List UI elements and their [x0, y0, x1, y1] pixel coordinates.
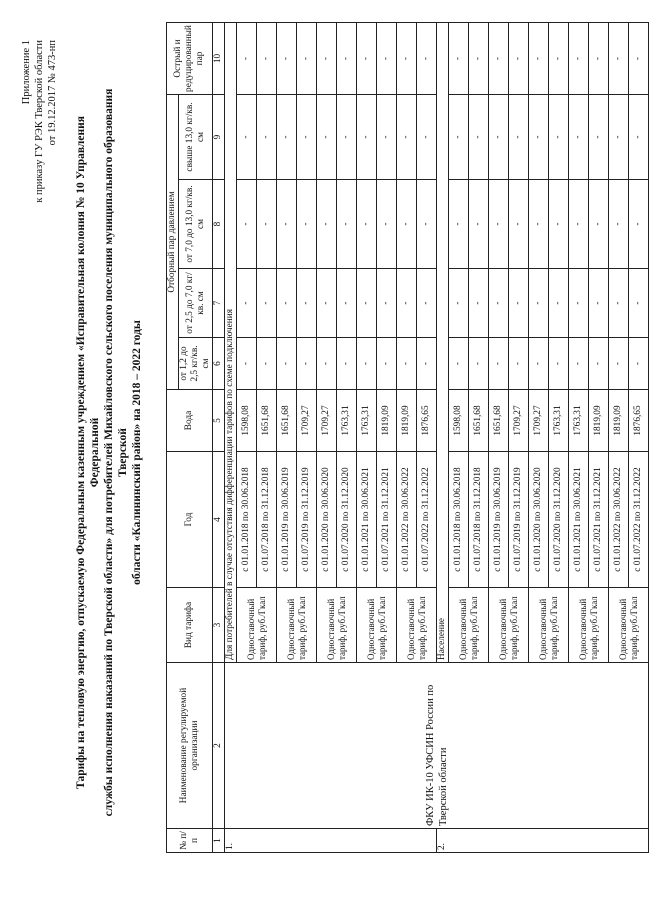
dash-cell: - [569, 23, 589, 95]
dash-cell: - [377, 23, 397, 95]
tariff-type: Одноставочный тариф, руб./Гкал [449, 588, 489, 663]
water-tariff-cell: 1709,27 [297, 390, 317, 452]
water-tariff-cell: 1598,08 [237, 390, 257, 452]
tariff-table [166, 22, 649, 853]
dash-cell: - [337, 338, 357, 390]
dash-cell: - [257, 95, 277, 180]
tariff-type: Одноставочный тариф, руб./Гкал [317, 588, 357, 663]
document-title [74, 80, 144, 825]
period-cell: с 01.07.2020 по 31.12.2020 [337, 452, 357, 588]
period-cell: с 01.07.2022 по 31.12.2022 [629, 452, 649, 588]
dash-cell: - [569, 180, 589, 269]
section-title: Население [437, 23, 449, 663]
dash-cell: - [237, 23, 257, 95]
dash-cell: - [589, 23, 609, 95]
tariff-type: Одноставочный тариф, руб./Гкал [237, 588, 277, 663]
period-cell: с 01.01.2018 по 30.06.2018 [449, 452, 469, 588]
dash-cell: - [589, 269, 609, 338]
water-tariff-cell: 1598,08 [449, 390, 469, 452]
period-cell: с 01.01.2019 по 30.06.2019 [489, 452, 509, 588]
dash-cell: - [469, 23, 489, 95]
header-otbor: Отборный пар давлением [167, 95, 179, 390]
column-number-cell: 6 [213, 338, 225, 390]
column-number-cell: 8 [213, 180, 225, 269]
period-cell: с 01.07.2019 по 31.12.2019 [509, 452, 529, 588]
dash-cell: - [297, 338, 317, 390]
dash-cell: - [397, 180, 417, 269]
column-number-cell: 2 [213, 663, 225, 829]
appendix-line-1: Приложение 1 [21, 40, 32, 105]
water-tariff-cell: 1709,27 [529, 390, 549, 452]
dash-cell: - [629, 338, 649, 390]
water-tariff-cell: 1819,09 [589, 390, 609, 452]
dash-cell: - [489, 23, 509, 95]
tariff-type: Одноставочный тариф, руб./Гкал [397, 588, 437, 663]
dash-cell: - [397, 95, 417, 180]
column-number-row [213, 23, 225, 853]
water-tariff-cell: 1651,68 [489, 390, 509, 452]
title-line-1: Тарифы на тепловую энергию, отпускаемую Федеральным казенным учреждением «Исправительная колония № 10 Управления Федеральной [75, 116, 101, 789]
water-tariff-cell: 1651,68 [469, 390, 489, 452]
dash-cell: - [377, 338, 397, 390]
column-number-cell: 10 [213, 23, 225, 95]
column-number-cell: 3 [213, 588, 225, 663]
dash-cell: - [609, 95, 629, 180]
dash-cell: - [337, 269, 357, 338]
column-number-cell: 7 [213, 269, 225, 338]
header-ostry: Острый и редуцированный пар [167, 23, 213, 95]
header-voda: Вода [167, 390, 213, 452]
water-tariff-cell: 1763,31 [337, 390, 357, 452]
dash-cell: - [237, 269, 257, 338]
dash-cell: - [529, 338, 549, 390]
dash-cell: - [529, 23, 549, 95]
period-cell: с 01.07.2018 по 31.12.2018 [257, 452, 277, 588]
header-org: Наименование регулируемой организации [167, 663, 213, 829]
title-line-3: области «Калининский район» на 2018 – 2022 годы [131, 320, 143, 585]
dash-cell: - [337, 95, 357, 180]
header-pressure-2: от 2,5 до 7,0 кг/кв. см [179, 269, 213, 338]
water-tariff-cell: 1651,68 [257, 390, 277, 452]
tariff-type: Одноставочный тариф, руб./Гкал [609, 588, 649, 663]
water-tariff-cell: 1763,31 [569, 390, 589, 452]
dash-cell: - [569, 269, 589, 338]
dash-cell: - [277, 95, 297, 180]
dash-cell: - [449, 23, 469, 95]
dash-cell: - [529, 180, 549, 269]
period-cell: с 01.07.2019 по 31.12.2019 [297, 452, 317, 588]
dash-cell: - [549, 180, 569, 269]
period-cell: с 01.01.2020 по 30.06.2020 [529, 452, 549, 588]
dash-cell: - [509, 180, 529, 269]
dash-cell: - [357, 338, 377, 390]
dash-cell: - [449, 338, 469, 390]
tariff-type: Одноставочный тариф, руб./Гкал [357, 588, 397, 663]
dash-cell: - [317, 23, 337, 95]
dash-cell: - [397, 269, 417, 338]
organization-name: ФКУ ИК-10 УФСИН России по Тверской области [225, 663, 649, 829]
dash-cell: - [509, 269, 529, 338]
dash-cell: - [317, 338, 337, 390]
dash-cell: - [469, 338, 489, 390]
dash-cell: - [449, 95, 469, 180]
dash-cell: - [377, 180, 397, 269]
dash-cell: - [509, 338, 529, 390]
water-tariff-cell: 1819,09 [377, 390, 397, 452]
tariff-type: Одноставочный тариф, руб./Гкал [277, 588, 317, 663]
dash-cell: - [357, 95, 377, 180]
dash-cell: - [237, 338, 257, 390]
tariff-type: Одноставочный тариф, руб./Гкал [529, 588, 569, 663]
dash-cell: - [509, 23, 529, 95]
column-number-cell: 5 [213, 390, 225, 452]
period-cell: с 01.07.2021 по 31.12.2021 [377, 452, 397, 588]
appendix-header [20, 40, 59, 203]
dash-cell: - [589, 95, 609, 180]
dash-cell: - [589, 180, 609, 269]
header-pressure-3: от 7,0 до 13,0 кг/кв. см [179, 180, 213, 269]
dash-cell: - [237, 180, 257, 269]
period-cell: с 01.01.2019 по 30.06.2019 [277, 452, 297, 588]
dash-cell: - [549, 23, 569, 95]
dash-cell: - [629, 95, 649, 180]
dash-cell: - [489, 95, 509, 180]
dash-cell: - [317, 95, 337, 180]
water-tariff-cell: 1651,68 [277, 390, 297, 452]
dash-cell: - [257, 23, 277, 95]
dash-cell: - [357, 269, 377, 338]
period-cell: с 01.07.2018 по 31.12.2018 [469, 452, 489, 588]
dash-cell: - [397, 23, 417, 95]
dash-cell: - [377, 269, 397, 338]
dash-cell: - [449, 269, 469, 338]
dash-cell: - [509, 95, 529, 180]
dash-cell: - [357, 180, 377, 269]
period-cell: с 01.01.2021 по 30.06.2021 [569, 452, 589, 588]
dash-cell: - [297, 269, 317, 338]
dash-cell: - [609, 338, 629, 390]
row-number: 1. [225, 829, 437, 853]
column-number-cell: 1 [213, 829, 225, 853]
dash-cell: - [529, 269, 549, 338]
dash-cell: - [337, 23, 357, 95]
dash-cell: - [277, 269, 297, 338]
period-cell: с 01.07.2020 по 31.12.2020 [549, 452, 569, 588]
water-tariff-cell: 1709,27 [317, 390, 337, 452]
dash-cell: - [237, 95, 257, 180]
water-tariff-cell: 1763,31 [549, 390, 569, 452]
dash-cell: - [297, 180, 317, 269]
dash-cell: - [569, 95, 589, 180]
title-line-2: службы исполнения наказаний по Тверской области» для потребителей Михайловского сельского поселения муниципального образования Тверской [103, 88, 129, 817]
dash-cell: - [589, 338, 609, 390]
column-number-cell: 9 [213, 95, 225, 180]
dash-cell: - [529, 95, 549, 180]
dash-cell: - [257, 338, 277, 390]
period-cell: с 01.01.2020 по 30.06.2020 [317, 452, 337, 588]
appendix-line-2: к приказу ГУ РЭК Тверской области [34, 40, 45, 203]
period-cell: с 01.01.2022 по 30.06.2022 [609, 452, 629, 588]
section-row [225, 23, 237, 853]
dash-cell: - [317, 269, 337, 338]
water-tariff-cell: 1819,09 [609, 390, 629, 452]
period-cell: с 01.01.2018 по 30.06.2018 [237, 452, 257, 588]
tariff-type: Одноставочный тариф, руб./Гкал [569, 588, 609, 663]
dash-cell: - [277, 180, 297, 269]
row-number: 2. [437, 829, 649, 853]
water-tariff-cell: 1819,09 [397, 390, 417, 452]
water-tariff-cell: 1709,27 [509, 390, 529, 452]
header-vid: Вид тарифа [167, 588, 213, 663]
dash-cell: - [549, 338, 569, 390]
header-pressure-4: свыше 13,0 кг/кв. см [179, 95, 213, 180]
dash-cell: - [549, 269, 569, 338]
column-number-cell: 4 [213, 452, 225, 588]
dash-cell: - [257, 269, 277, 338]
header-god: Год [167, 452, 213, 588]
dash-cell: - [629, 269, 649, 338]
dash-cell: - [629, 23, 649, 95]
dash-cell: - [257, 180, 277, 269]
dash-cell: - [489, 180, 509, 269]
dash-cell: - [469, 269, 489, 338]
dash-cell: - [489, 338, 509, 390]
dash-cell: - [417, 180, 437, 269]
dash-cell: - [337, 180, 357, 269]
water-tariff-cell: 1876,65 [417, 390, 437, 452]
dash-cell: - [609, 23, 629, 95]
dash-cell: - [417, 95, 437, 180]
dash-cell: - [277, 338, 297, 390]
dash-cell: - [277, 23, 297, 95]
section-title: Для потребителей в случае отсутствия дифференциации тарифов по схеме подключения [225, 23, 237, 663]
dash-cell: - [417, 269, 437, 338]
water-tariff-cell: 1763,31 [357, 390, 377, 452]
period-cell: с 01.01.2022 по 30.06.2022 [397, 452, 417, 588]
dash-cell: - [449, 180, 469, 269]
dash-cell: - [397, 338, 417, 390]
header-np: № п/п [167, 829, 213, 853]
dash-cell: - [609, 180, 629, 269]
dash-cell: - [549, 95, 569, 180]
dash-cell: - [609, 269, 629, 338]
dash-cell: - [469, 95, 489, 180]
dash-cell: - [417, 338, 437, 390]
dash-cell: - [317, 180, 337, 269]
water-tariff-cell: 1876,65 [629, 390, 649, 452]
period-cell: с 01.07.2021 по 31.12.2021 [589, 452, 609, 588]
period-cell: с 01.01.2021 по 30.06.2021 [357, 452, 377, 588]
dash-cell: - [297, 95, 317, 180]
dash-cell: - [469, 180, 489, 269]
period-cell: с 01.07.2022 по 31.12.2022 [417, 452, 437, 588]
dash-cell: - [357, 23, 377, 95]
dash-cell: - [569, 338, 589, 390]
header-pressure-1: от 1,2 до 2,5 кг/кв. см [179, 338, 213, 390]
dash-cell: - [489, 269, 509, 338]
dash-cell: - [417, 23, 437, 95]
dash-cell: - [377, 95, 397, 180]
dash-cell: - [297, 23, 317, 95]
appendix-line-3: от 19.12.2017 № 473-нп [47, 40, 58, 146]
dash-cell: - [629, 180, 649, 269]
tariff-type: Одноставочный тариф, руб./Гкал [489, 588, 529, 663]
